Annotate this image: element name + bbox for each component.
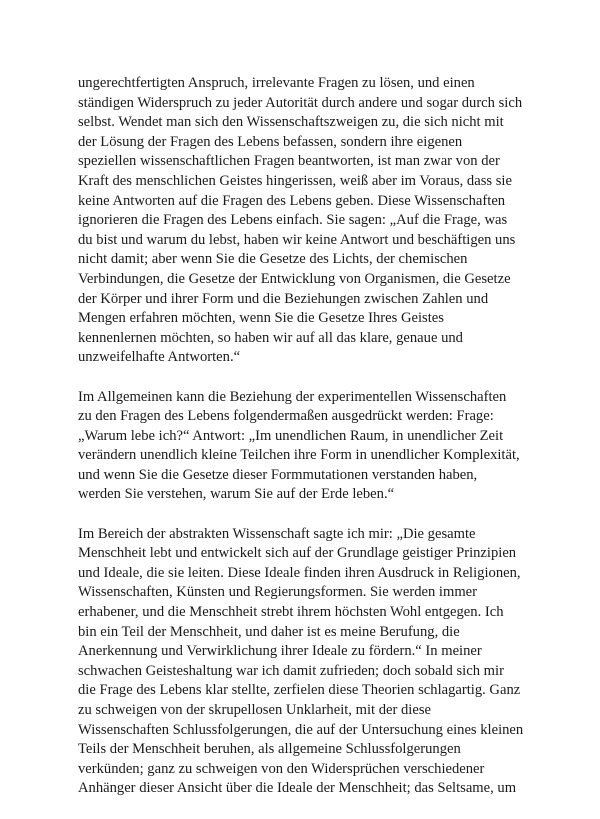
text-line: Im Allgemeinen kann die Beziehung der experimentellen Wissenschaften: [78, 388, 507, 405]
text-line: und Ideale, die sie leiten. Diese Ideale finden ihren Ausdruck in Religionen,: [78, 564, 521, 581]
paragraph-1: [78, 74, 534, 368]
text-line: nicht damit; aber wenn Sie die Gesetze des Lichts, der chemischen: [78, 251, 468, 268]
text-line: Anerkennung und Verwirklichung ihrer Ideale zu fördern.“ In meiner: [78, 643, 482, 660]
text-line: werden Sie verstehen, warum Sie auf der Erde leben.“: [78, 486, 395, 503]
text-line: ständigen Widerspruch zu jeder Autorität durch andere und sogar durch sich: [78, 94, 523, 111]
text-line: Mengen erfahren möchten, wenn Sie die Gesetze Ihres Geistes: [78, 310, 444, 327]
document-page: [78, 74, 534, 819]
text-line: Anhänger dieser Ansicht über die Ideale der Menschheit; das Seltsame, um: [78, 780, 517, 797]
text-line: bin ein Teil der Menschheit, und daher ist es meine Berufung, die: [78, 623, 460, 640]
text-line: Menschheit lebt und entwickelt sich auf der Grundlage geistiger Prinzipien: [78, 545, 517, 562]
text-line: Wissenschaften Schlussfolgerungen, die auf der Untersuchung eines kleinen: [78, 721, 524, 738]
text-line: unzweifelhafte Antworten.“: [78, 349, 241, 366]
text-line: Verbindungen, die Gesetze der Entwicklung von Organismen, die Gesetze: [78, 270, 511, 287]
text-line: Kraft des menschlichen Geistes hingerissen, weiß aber im Voraus, dass sie: [78, 172, 512, 189]
text-line: die Frage des Lebens klar stellte, zerfielen diese Theorien schlagartig. Ganz: [78, 682, 521, 699]
text-line: keine Antworten auf die Fragen des Lebens geben. Diese Wissenschaften: [78, 192, 506, 209]
text-line: speziellen wissenschaftlichen Fragen beantworten, ist man zwar von der: [78, 153, 500, 170]
text-line: verkünden; ganz zu schweigen von den Widersprüchen verschiedener: [78, 760, 485, 777]
paragraph-3: [78, 525, 534, 799]
text-line: und wenn Sie die Gesetze dieser Formmutationen verstanden haben,: [78, 466, 478, 483]
text-line: Teils der Menschheit beruhen, als allgemeine Schlussfolgerungen: [78, 741, 461, 758]
text-line: zu schweigen von der skrupellosen Unklarheit, mit der diese: [78, 702, 431, 718]
text-line: erhabener, und die Menschheit strebt ihrem höchsten Wohl entgegen. Ich: [78, 604, 504, 621]
text-line: Im Bereich der abstrakten Wissenschaft sagte ich mir: „Die gesamte: [78, 525, 476, 542]
text-line: der Körper und ihrer Form und die Beziehungen zwischen Zahlen und: [78, 290, 489, 307]
text-line: schwachen Geisteshaltung war ich damit zufrieden; doch sobald sich mir: [78, 662, 504, 679]
text-line: ungerechtfertigten Anspruch, irrelevante Fragen zu lösen, und einen: [78, 75, 475, 91]
text-line: du bist und warum du lebst, haben wir keine Antwort und beschäftigen uns: [78, 231, 516, 248]
text-line: kennenlernen möchten, so haben wir auf all das klare, genaue und: [78, 329, 463, 346]
text-line: der Lösung der Fragen des Lebens befassen, sondern ihre eigenen: [78, 133, 463, 150]
text-line: ignorieren die Fragen des Lebens einfach. Sie sagen: „Auf die Frage, was: [78, 212, 508, 229]
text-line: verändern unendlich kleine Teilchen ihre Form in unendlicher Komplexität,: [78, 447, 520, 464]
text-line: „Warum lebe ich?“ Antwort: „Im unendlichen Raum, in unendlicher Zeit: [78, 427, 504, 444]
paragraph-2: [78, 388, 534, 506]
text-line: selbst. Wendet man sich den Wissenschaftszweigen zu, die sich nicht mit: [78, 114, 504, 131]
text-line: zu den Fragen des Lebens folgendermaßen ausgedrückt werden: Frage:: [78, 408, 494, 425]
text-line: Wissenschaften, Künsten und Regierungsformen. Sie werden immer: [78, 584, 478, 601]
